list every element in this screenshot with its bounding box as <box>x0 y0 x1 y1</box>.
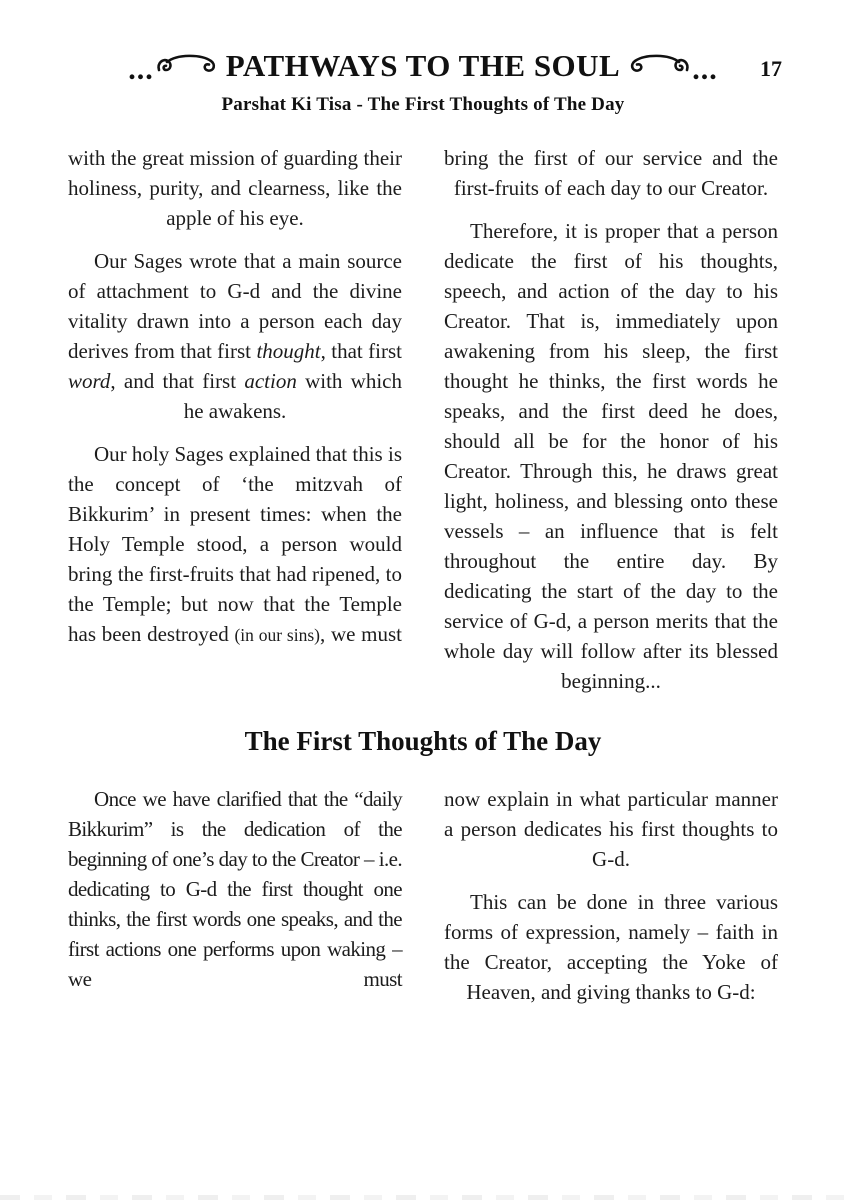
text-run: Therefore, it is proper that a person dedicate the first of his thoughts, speech, and action of the day to his Creator. That is, immediately upon awakening from his sleep, the first thought he thinks, the first words he speaks, and the first deed he does, should all be for the honor of his Creator. Through this, he draws great light, holiness, and blessing onto these vessels – an influence that is felt throughout the entire day. By dedicating the start of the day to the service of G-d, a person merits that the whole day will follow after its blessed beginning... <box>444 219 778 693</box>
text-run: , that first <box>320 339 402 363</box>
chapter-subtitle: Parshat Ki Tisa - The First Thoughts of The Day <box>221 94 625 115</box>
paragraph <box>444 143 778 203</box>
bottom-right-column <box>444 784 778 1020</box>
paragraph <box>68 246 402 426</box>
text-run: Our holy Sages explained that this is the concept of ‘the mitzvah of Bikkurim’ in present times: when the Holy Temple stood, a person would bring the first-fruits that had ripened, to the Temple; but now that the Temple has been destroyed <box>68 442 402 646</box>
section-heading: The First Thoughts of The Day <box>244 726 602 756</box>
text-run: , and that first <box>110 369 245 393</box>
swirl-icon <box>628 53 690 79</box>
top-two-column-section <box>68 143 778 709</box>
paragraph <box>68 784 402 994</box>
page-number: 17 <box>760 56 782 81</box>
text-run: action <box>244 369 297 393</box>
text-run: thought <box>256 339 321 363</box>
paragraph <box>68 439 402 650</box>
page-header <box>68 46 782 116</box>
text-run: , we must <box>319 622 403 646</box>
right-dots: ... <box>692 53 718 86</box>
title-row <box>68 46 778 86</box>
bottom-two-column-section <box>68 784 778 1020</box>
paragraph <box>444 887 778 1007</box>
text-run: (in our sins) <box>234 625 320 645</box>
right-flourish-ornament-icon <box>628 53 718 86</box>
bottom-left-column <box>68 784 402 1020</box>
text-run: bring the first of our service and the first-fruits of each day to our Creator. <box>444 146 778 200</box>
top-left-column <box>68 143 402 709</box>
left-dots: ... <box>128 53 154 86</box>
scan-edge-artifact <box>0 1195 846 1200</box>
text-run: with the great mission of guarding their holiness, purity, and clearness, like the apple of his eye. <box>68 146 402 230</box>
paragraph <box>444 784 778 874</box>
paragraph <box>444 216 778 696</box>
left-flourish-ornament-icon <box>128 53 218 86</box>
text-run: Once we have clarified that the “daily Bikkurim” is the dedication of the beginning of one’s day to the Creator – i.e. dedicating to G-d the first thought one thinks, the first words one speaks, and the first actions one performs upon waking – we must <box>68 787 402 991</box>
text-run: Our Sages wrote that a main source of attachment to G-d and the divine vitality drawn into a person each day derives from that first <box>68 249 402 363</box>
swirl-icon <box>156 53 218 79</box>
paragraph <box>68 143 402 233</box>
text-run: now explain in what particular manner a person dedicates his first thoughts to G-d. <box>444 787 778 871</box>
book-title: PATHWAYS TO THE SOUL <box>225 48 621 83</box>
text-run: word <box>68 369 111 393</box>
text-run: with which he awakens. <box>183 369 402 423</box>
top-right-column <box>444 143 778 709</box>
page-body <box>68 143 778 1020</box>
text-run: This can be done in three various forms of expression, namely – faith in the Creator, accepting the Yoke of Heaven, and giving thanks to G-d: <box>444 890 778 1004</box>
